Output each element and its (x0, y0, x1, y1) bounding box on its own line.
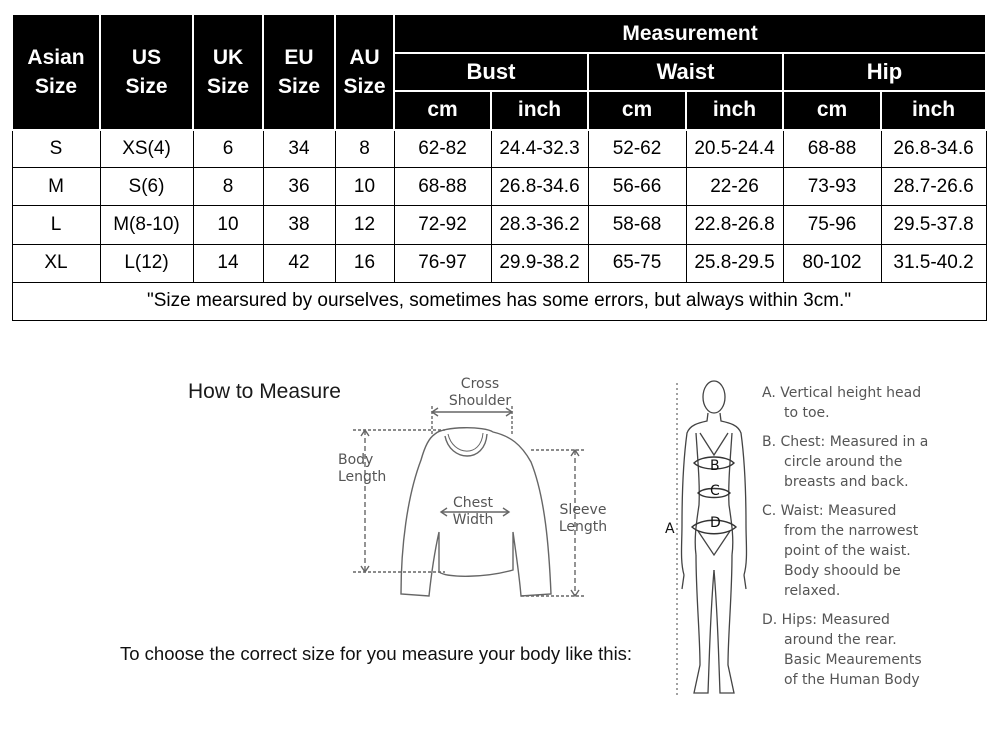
table-cell: 26.8-34.6 (491, 168, 588, 206)
table-cell: S(6) (100, 168, 193, 206)
table-cell: 34 (263, 130, 335, 168)
header-bust: Bust (394, 53, 588, 91)
table-cell: 22.8-26.8 (686, 206, 783, 244)
body-marker-a: A (665, 521, 675, 537)
table-cell: 26.8-34.6 (881, 130, 986, 168)
measure-instruction: To choose the correct size for you measure your body like this: (120, 643, 633, 664)
table-cell: XS(4) (100, 130, 193, 168)
table-cell: 65-75 (588, 244, 686, 282)
header-hip: Hip (783, 53, 986, 91)
table-cell: XL (12, 244, 100, 282)
table-cell: 68-88 (394, 168, 491, 206)
table-cell: 20.5-24.4 (686, 130, 783, 168)
header-asian-size: Asian Size (12, 14, 100, 130)
body-length-label: Body Length (338, 452, 387, 485)
table-cell: 36 (263, 168, 335, 206)
table-row (12, 244, 986, 282)
measurement-legend (762, 383, 982, 690)
table-cell: 10 (193, 206, 263, 244)
legend-item-a: A. Vertical height head to toe. (762, 385, 922, 421)
table-row (12, 168, 986, 206)
table-cell: 8 (193, 168, 263, 206)
header-uk-size: UK Size (193, 14, 263, 130)
table-cell: 80-102 (783, 244, 881, 282)
table-cell: 38 (263, 206, 335, 244)
table-cell: 72-92 (394, 206, 491, 244)
table-cell: 52-62 (588, 130, 686, 168)
sleeve-length-label: Sleeve Length (558, 502, 608, 535)
chest-width-label: Chest Width (452, 495, 494, 528)
table-cell: 56-66 (588, 168, 686, 206)
body-marker-b: B (710, 458, 720, 474)
table-cell: 12 (335, 206, 394, 244)
table-cell: 31.5-40.2 (881, 244, 986, 282)
table-cell: 14 (193, 244, 263, 282)
table-cell: 24.4-32.3 (491, 130, 588, 168)
table-cell: 58-68 (588, 206, 686, 244)
cross-shoulder-label: Cross Shoulder (448, 376, 512, 409)
legend-item-c: C. Waist: Measured from the narrowest point of the waist. Body shoould be relaxed. (762, 503, 919, 599)
table-cell: M (12, 168, 100, 206)
table-cell: 28.7-26.6 (881, 168, 986, 206)
table-cell: 76-97 (394, 244, 491, 282)
table-cell: 10 (335, 168, 394, 206)
table-cell: S (12, 130, 100, 168)
header-us-size: US Size (100, 14, 193, 130)
size-chart-table (11, 13, 987, 321)
table-cell: 75-96 (783, 206, 881, 244)
size-note: "Size mearsured by ourselves, sometimes has some errors, but always within 3cm." (12, 282, 986, 320)
table-cell: 22-26 (686, 168, 783, 206)
header-unit-inch: inch (491, 91, 588, 129)
header-eu-size: EU Size (263, 14, 335, 130)
header-unit-inch: inch (686, 91, 783, 129)
table-cell: 6 (193, 130, 263, 168)
legend-item-b: B. Chest: Measured in a circle around the breasts and back. (762, 434, 929, 490)
header-unit-cm: cm (394, 91, 491, 129)
header-waist: Waist (588, 53, 783, 91)
table-cell: L (12, 206, 100, 244)
human-body-diagram (662, 375, 762, 710)
header-measurement: Measurement (394, 14, 986, 53)
table-cell: 62-82 (394, 130, 491, 168)
table-cell: M(8-10) (100, 206, 193, 244)
header-unit-cm: cm (783, 91, 881, 129)
table-cell: 28.3-36.2 (491, 206, 588, 244)
how-to-measure-title: How to Measure (188, 380, 341, 403)
table-cell: 73-93 (783, 168, 881, 206)
table-cell: 29.9-38.2 (491, 244, 588, 282)
table-row (12, 206, 986, 244)
head-outline (703, 381, 725, 413)
table-cell: 25.8-29.5 (686, 244, 783, 282)
table-cell: 68-88 (783, 130, 881, 168)
header-unit-inch: inch (881, 91, 986, 129)
table-cell: 8 (335, 130, 394, 168)
legend-item-d: D. Hips: Measured around the rear. Basic Meaurements of the Human Body (762, 612, 922, 688)
body-marker-d: D (710, 515, 721, 531)
table-row (12, 130, 986, 168)
body-marker-c: C (710, 483, 720, 499)
table-cell: 42 (263, 244, 335, 282)
table-cell: L(12) (100, 244, 193, 282)
header-unit-cm: cm (588, 91, 686, 129)
table-cell: 29.5-37.8 (881, 206, 986, 244)
table-cell: 16 (335, 244, 394, 282)
header-au-size: AU Size (335, 14, 394, 130)
